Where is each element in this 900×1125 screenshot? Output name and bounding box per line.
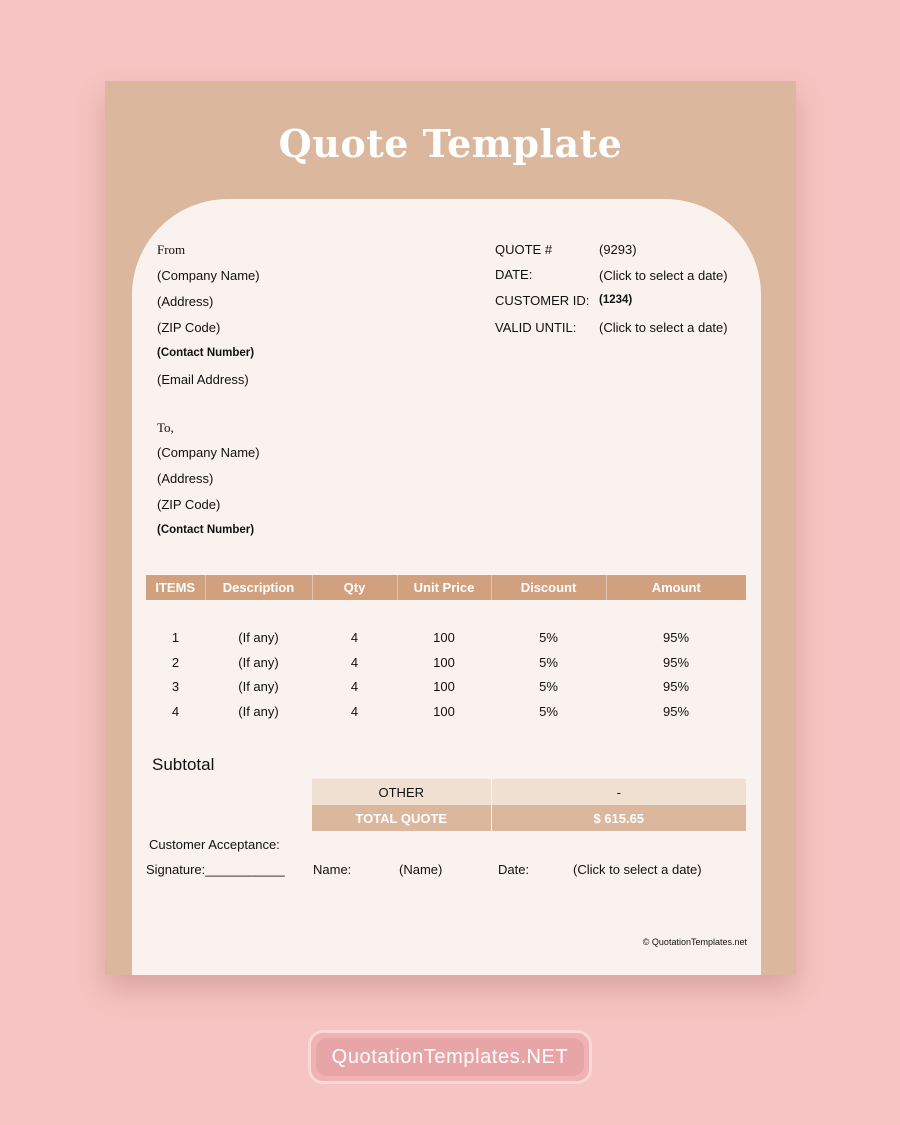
copyright-notice: © QuotationTemplates.net	[642, 937, 747, 947]
name-field[interactable]: (Name)	[399, 862, 443, 877]
customer-acceptance-heading: Customer Acceptance:	[149, 837, 280, 852]
item-unit-price[interactable]: 100	[433, 629, 455, 645]
other-row	[312, 779, 746, 805]
quote-number-label: QUOTE #	[495, 242, 553, 257]
column-header-amount: Amount	[606, 575, 746, 600]
total-quote-value: $ 615.65	[491, 805, 746, 831]
date-picker[interactable]: (Click to select a date)	[599, 268, 728, 283]
acceptance-date-picker[interactable]: (Click to select a date)	[573, 862, 702, 877]
table-row	[146, 625, 746, 650]
to-contact[interactable]: (Contact Number)	[157, 524, 255, 536]
item-qty[interactable]: 4	[350, 629, 359, 645]
item-amount[interactable]: 95%	[662, 654, 690, 670]
item-qty[interactable]: 4	[350, 703, 359, 719]
table-spacer-row	[146, 600, 746, 625]
item-number[interactable]: 1	[171, 629, 180, 645]
column-header-qty: Qty	[312, 575, 397, 600]
valid-until-label: VALID UNTIL:	[495, 320, 577, 335]
to-address[interactable]: (Address)	[157, 471, 214, 486]
item-description[interactable]: (If any)	[238, 679, 279, 695]
item-unit-price[interactable]: 100	[433, 703, 455, 719]
other-label: OTHER	[312, 779, 491, 805]
column-header-items: ITEMS	[146, 575, 205, 600]
table-row	[146, 650, 746, 675]
item-discount[interactable]: 5%	[539, 679, 558, 695]
item-discount[interactable]: 5%	[539, 703, 558, 719]
brand-badge[interactable]	[308, 1030, 592, 1084]
subtotal-label: Subtotal	[152, 755, 215, 774]
from-address[interactable]: (Address)	[157, 294, 214, 309]
table-row	[146, 699, 746, 724]
item-number[interactable]: 4	[171, 703, 180, 719]
total-quote-label: TOTAL QUOTE	[312, 805, 491, 831]
to-company[interactable]: (Company Name)	[157, 445, 260, 460]
item-description[interactable]: (If any)	[238, 654, 279, 670]
signature-field[interactable]: Signature:___________	[146, 862, 285, 877]
name-label: Name:	[313, 862, 352, 877]
item-qty[interactable]: 4	[350, 679, 359, 695]
brand-label: QuotationTemplates.NET	[316, 1038, 584, 1076]
column-header-description: Description	[205, 575, 312, 600]
to-zip[interactable]: (ZIP Code)	[157, 497, 221, 512]
to-heading: To,	[157, 420, 174, 435]
item-unit-price[interactable]: 100	[433, 654, 455, 670]
document-title: Quote Template	[278, 121, 623, 166]
item-description[interactable]: (If any)	[238, 703, 279, 719]
from-email[interactable]: (Email Address)	[157, 372, 249, 387]
item-discount[interactable]: 5%	[539, 654, 558, 670]
other-value[interactable]: -	[491, 779, 746, 805]
item-number[interactable]: 2	[171, 654, 180, 670]
quote-document	[105, 81, 796, 975]
from-company[interactable]: (Company Name)	[157, 268, 260, 283]
item-amount[interactable]: 95%	[662, 703, 690, 719]
item-amount[interactable]: 95%	[662, 629, 690, 645]
item-qty[interactable]: 4	[350, 654, 359, 670]
table-header-row	[146, 575, 746, 600]
from-heading: From	[157, 242, 186, 257]
from-contact[interactable]: (Contact Number)	[157, 347, 255, 359]
date-label: DATE:	[495, 267, 533, 282]
table-row	[146, 674, 746, 699]
valid-until-picker[interactable]: (Click to select a date)	[599, 320, 728, 335]
item-discount[interactable]: 5%	[539, 629, 558, 645]
acceptance-date-label: Date:	[498, 862, 530, 877]
customer-id-value[interactable]: (1234)	[599, 294, 633, 306]
total-quote-row	[312, 805, 746, 831]
from-zip[interactable]: (ZIP Code)	[157, 320, 221, 335]
quote-number-value[interactable]: (9293)	[599, 242, 637, 257]
item-description[interactable]: (If any)	[238, 629, 279, 645]
items-table	[146, 575, 746, 724]
column-header-discount: Discount	[491, 575, 606, 600]
customer-id-label: CUSTOMER ID:	[495, 293, 590, 308]
totals-table	[312, 779, 746, 831]
item-unit-price[interactable]: 100	[433, 679, 455, 695]
column-header-unit-price: Unit Price	[397, 575, 491, 600]
item-amount[interactable]: 95%	[662, 679, 690, 695]
item-number[interactable]: 3	[171, 679, 180, 695]
